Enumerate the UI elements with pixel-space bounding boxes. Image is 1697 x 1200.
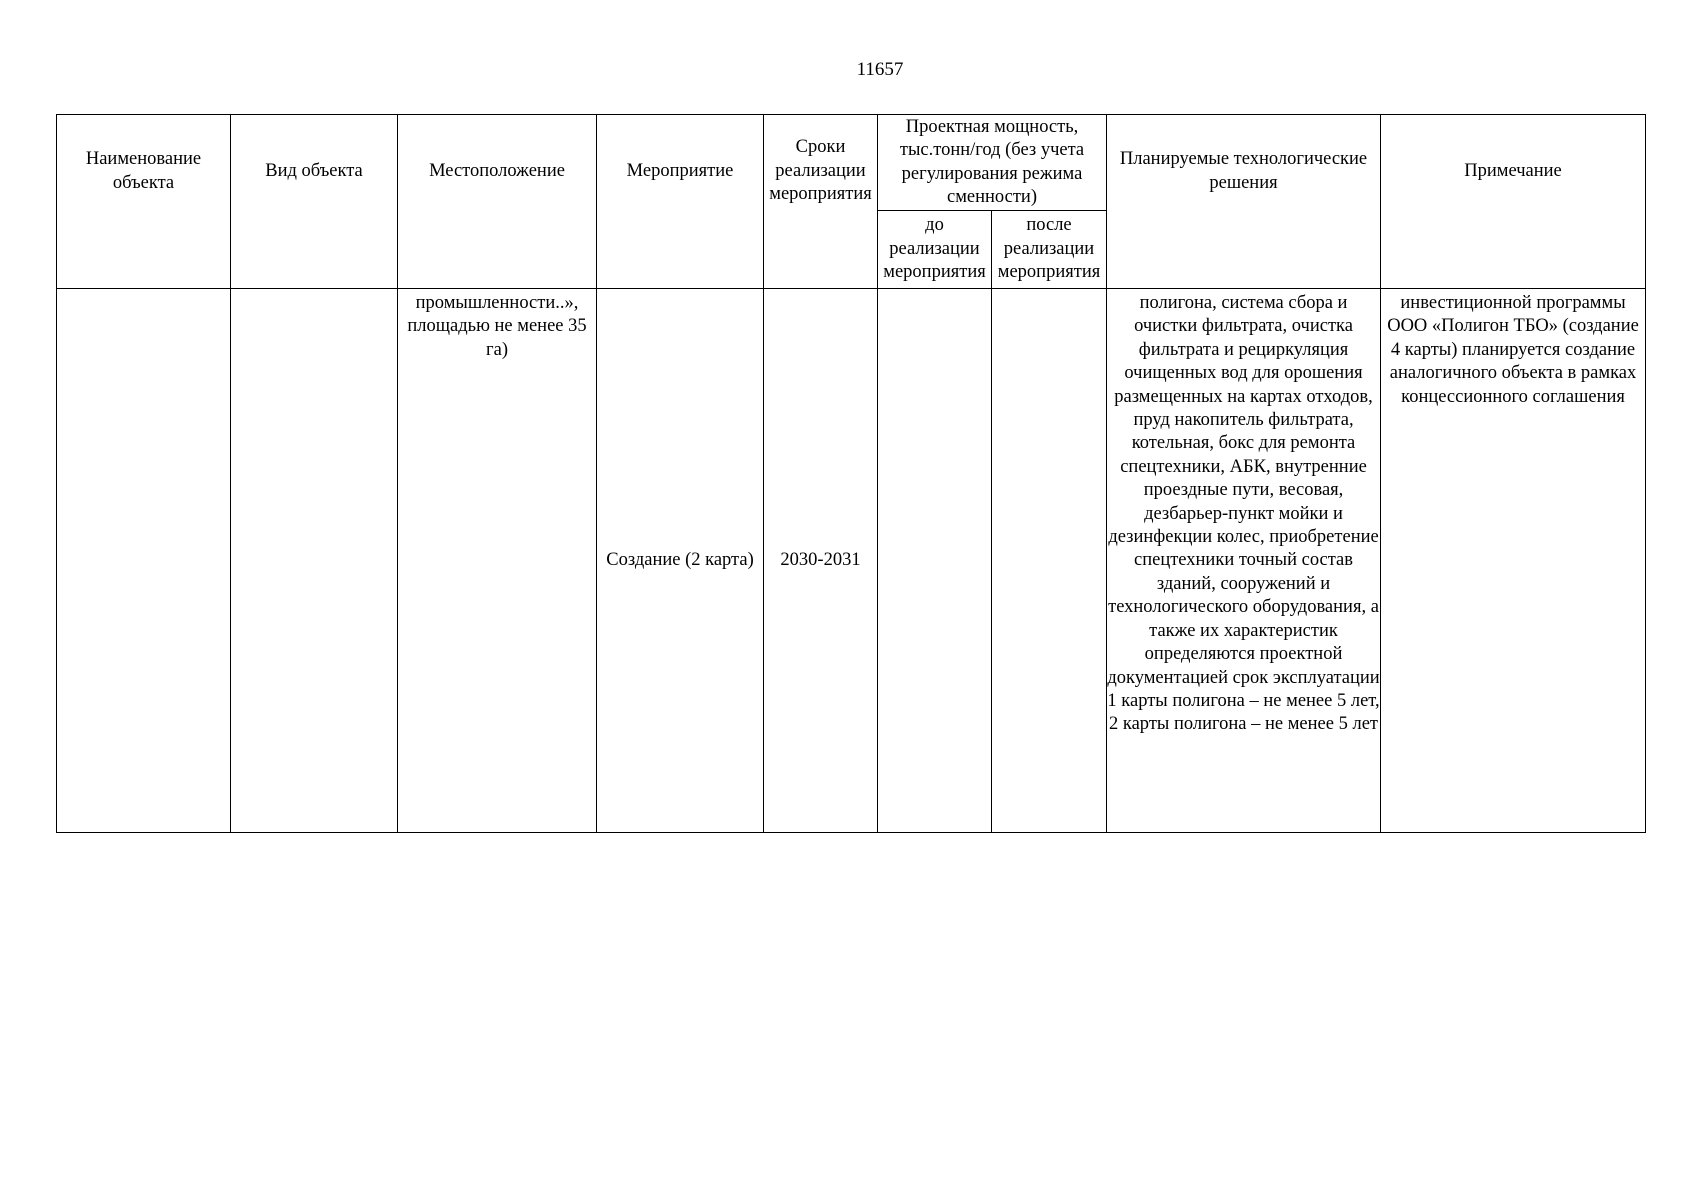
header-type: Вид объекта xyxy=(231,115,398,289)
header-location: Местоположение xyxy=(398,115,597,289)
table-row xyxy=(57,289,1646,833)
cell-capacity-after xyxy=(992,289,1107,833)
header-capacity-before: до реализации мероприятия xyxy=(878,211,992,289)
objects-table xyxy=(56,114,1646,833)
cell-location: промышленности..», площадью не менее 35 га) xyxy=(398,289,597,833)
header-capacity-after: после реализации мероприятия xyxy=(992,211,1107,289)
header-name: Наименование объекта xyxy=(57,115,231,289)
header-note: Примечание xyxy=(1381,115,1646,289)
cell-solutions: полигона, система сбора и очистки фильтрата, очистка фильтрата и рециркуляция очищенных вод для орошения размещенных на картах отходов, пруд накопитель фильтрата, котельная, бокс для ремонта спецтехники, АБК, внутренние проездные пути, весовая, дезбарьер-пункт мойки и дезинфекции колес, приобретение спецтехники точный состав зданий, сооружений и технологического оборудования, а также их характеристик определяются проектной документацией срок эксплуатации 1 карты полигона – не менее 5 лет, 2 карты полигона – не менее 5 лет xyxy=(1107,289,1381,833)
cell-note: инвестиционной программы ООО «Полигон ТБО» (создание 4 карты) планируется создание аналогичного объекта в рамках концессионного соглашения xyxy=(1381,289,1646,833)
header-timeline: Сроки реализации мероприятия xyxy=(764,115,878,289)
cell-timeline: 2030-2031 xyxy=(764,289,878,833)
cell-capacity-before xyxy=(878,289,992,833)
cell-name xyxy=(57,289,231,833)
page-number: 11657 xyxy=(856,59,904,80)
cell-measure: Создание (2 карта) xyxy=(597,289,764,833)
header-capacity: Проектная мощность, тыс.тонн/год (без учета регулирования режима сменности) xyxy=(878,115,1107,211)
header-solutions: Планируемые технологические решения xyxy=(1107,115,1381,289)
header-measure: Мероприятие xyxy=(597,115,764,289)
cell-type xyxy=(231,289,398,833)
